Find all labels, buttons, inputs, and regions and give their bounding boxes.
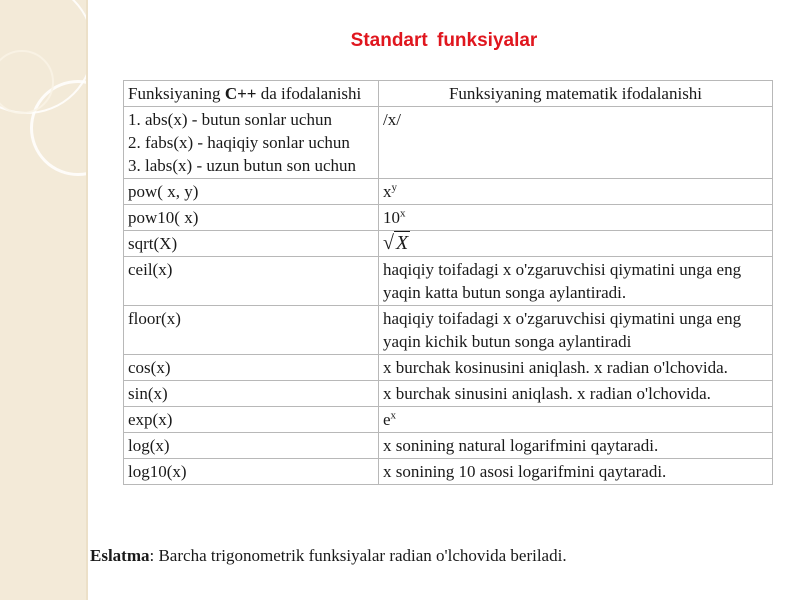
note-label: Eslatma [90, 546, 150, 565]
cpp-cell: pow( x, y) [124, 179, 379, 205]
math-cell: /x/ [379, 107, 773, 179]
header-cpp-suffix: da ifodalanishi [256, 84, 362, 103]
cpp-line: 3. labs(x) - uzun butun son uchun [128, 156, 357, 175]
math-cell [379, 407, 773, 433]
header-math-expression: Funksiyaning matematik ifodalanishi [379, 81, 773, 107]
table-header-row [124, 81, 773, 107]
functions-table [123, 80, 773, 485]
cpp-line: 2. fabs(x) - haqiqiy sonlar uchun [128, 133, 350, 152]
cpp-cell: sqrt(X) [124, 231, 379, 257]
table-row [124, 381, 773, 407]
cpp-cell: floor(x) [124, 306, 379, 355]
decorative-sidebar [0, 0, 88, 600]
math-line: haqiqiy toifadagi x o'zgaruvchisi qiymatini unga eng [383, 309, 742, 328]
table-row [124, 433, 773, 459]
math-cell: x sonining 10 asosi logarifmini qaytaradi. [379, 459, 773, 485]
math-cell [379, 205, 773, 231]
math-exponent: x [400, 207, 406, 220]
table-row [124, 179, 773, 205]
math-cell [379, 231, 773, 257]
math-cell [379, 257, 773, 306]
header-cpp-strong: C++ [224, 84, 257, 103]
math-line: yaqin katta butun songa aylantiradi. [383, 283, 627, 302]
table-row [124, 459, 773, 485]
cpp-cell [124, 107, 379, 179]
math-cell: x sonining natural logarifmini qaytaradi. [379, 433, 773, 459]
math-cell [379, 306, 773, 355]
note-text: : Barcha trigonometrik funksiyalar radian o'lchovida beriladi. [149, 546, 567, 565]
header-cpp-expression [124, 81, 379, 107]
table-row [124, 107, 773, 179]
table-row [124, 355, 773, 381]
cpp-cell: log(x) [124, 433, 379, 459]
math-cell: x burchak sinusini aniqlash. x radian o'lchovida. [379, 381, 773, 407]
cpp-cell: sin(x) [124, 381, 379, 407]
note [90, 546, 567, 566]
table-row [124, 407, 773, 433]
cpp-cell: pow10( x) [124, 205, 379, 231]
cpp-cell: log10(x) [124, 459, 379, 485]
cpp-cell: exp(x) [124, 407, 379, 433]
math-cell [379, 179, 773, 205]
math-cell: x burchak kosinusini aniqlash. x radian o'lchovida. [379, 355, 773, 381]
math-exponent: x [390, 409, 397, 422]
math-base: x [383, 182, 392, 201]
math-base: e [383, 410, 391, 429]
header-cpp-prefix: Funksiyaning [128, 84, 225, 103]
sqrt-icon: √ X [383, 232, 409, 254]
cpp-cell: ceil(x) [124, 257, 379, 306]
table-row [124, 257, 773, 306]
math-line: yaqin kichik butun songa aylantiradi [383, 332, 632, 351]
cpp-line: 1. abs(x) - butun sonlar uchun [128, 110, 332, 129]
table-row [124, 205, 773, 231]
sidebar-edge [86, 0, 88, 600]
table-row [124, 306, 773, 355]
math-exponent: y [391, 181, 397, 194]
sqrt-radicand: X [395, 232, 409, 254]
table-row [124, 231, 773, 257]
math-base: 10 [383, 208, 400, 227]
math-line: haqiqiy toifadagi x o'zgaruvchisi qiymatini unga eng [383, 260, 742, 279]
cpp-cell: cos(x) [124, 355, 379, 381]
slide-title: Standart funksiyalar [350, 30, 538, 51]
